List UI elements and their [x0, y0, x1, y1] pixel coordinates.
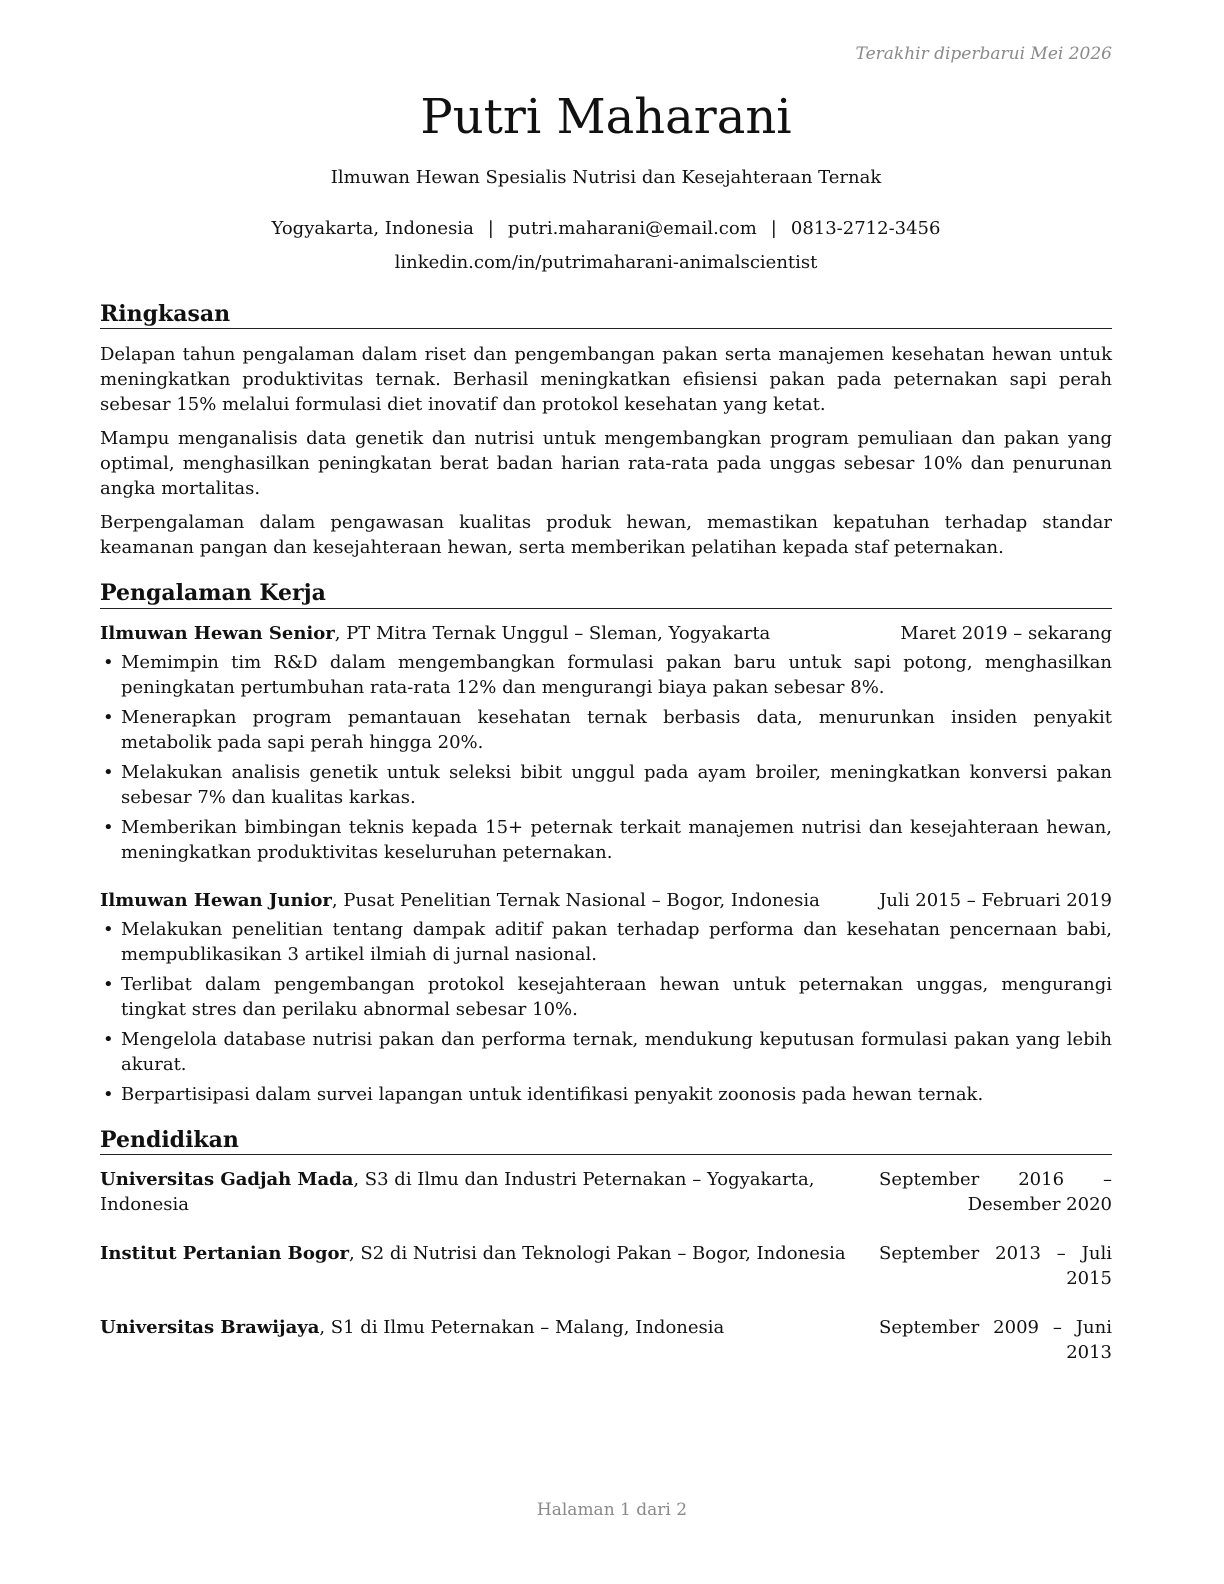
contact-location: Yogyakarta, Indonesia: [271, 218, 474, 240]
contact-separator: |: [487, 218, 494, 240]
contact-phone: 0813-2712-3456: [790, 218, 941, 240]
experience-section: [100, 580, 1112, 1106]
education-degree: , S1 di Ilmu Peternakan – Malang, Indonesia: [319, 1317, 725, 1339]
list-item: • Terlibat dalam pengembangan protokol kesejahteraan hewan untuk peternakan unggas, mengurangi tingkat stres dan perilaku abnormal sebesar 10%.: [100, 972, 1112, 1022]
list-item: • Mengelola database nutrisi pakan dan performa ternak, mendukung keputusan formulasi pakan yang lebih akurat.: [100, 1027, 1112, 1077]
education-entry: [100, 1167, 1112, 1217]
contact-line: [100, 219, 1112, 240]
contact-separator: |: [770, 218, 777, 240]
job-title-org: [100, 888, 820, 913]
candidate-name: Putri Maharani: [420, 89, 792, 145]
education-entry: [100, 1241, 1112, 1291]
job-role: Ilmuwan Hewan Junior: [100, 889, 332, 911]
page-footer: Halaman 1 dari 2: [536, 1500, 688, 1520]
job-dates: Juli 2015 – Februari 2019: [879, 889, 1112, 911]
experience-heading: Pengalaman Kerja: [100, 580, 1112, 608]
education-list: [100, 1167, 1112, 1365]
education-school: Universitas Gadjah Mada: [100, 1169, 354, 1191]
summary-section: [100, 301, 1112, 560]
education-dates: September 2009 – Juni 2013: [879, 1317, 1112, 1364]
resume-page: [100, 40, 1112, 1389]
list-item: • Melakukan analisis genetik untuk seleksi bibit unggul pada ayam broiler, meningkatkan konversi pakan sebesar 7% dan kualitas karkas.: [100, 760, 1112, 810]
last-updated-note: Terakhir diperbarui Mei 2026: [855, 44, 1112, 64]
education-degree: , S3 di Ilmu dan Industri Peternakan – Yogyakarta, Indonesia: [100, 1169, 815, 1216]
candidate-headline: Ilmuwan Hewan Spesialis Nutrisi dan Kesejahteraan Ternak: [330, 167, 882, 189]
summary-paragraph: Mampu menganalisis data genetik dan nutrisi untuk mengembangkan program pemuliaan dan pakan yang optimal, menghasilkan peningkatan berat badan harian rata-rata pada unggas sebesar 10% dan penurunan angka mortalitas.: [100, 428, 1112, 500]
job-organization: , PT Mitra Ternak Unggul – Sleman, Yogyakarta: [334, 622, 771, 644]
summary-paragraph: Delapan tahun pengalaman dalam riset dan pengembangan pakan serta manajemen kesehatan hewan untuk meningkatkan produktivitas ternak. Berhasil meningkatkan efisiensi pakan pada peternakan sapi perah sebesar 15% melalui formulasi diet inovatif dan protokol kesehatan yang ketat.: [100, 344, 1112, 416]
summary-paragraph: Berpengalaman dalam pengawasan kualitas produk hewan, memastikan kepatuhan terhadap standar keamanan pangan dan kesejahteraan hewan, serta memberikan pelatihan kepada staf peternakan.: [100, 512, 1112, 559]
education-heading: Pendidikan: [100, 1127, 1112, 1155]
job-header: [100, 888, 1112, 913]
education-school: Institut Pertanian Bogor: [100, 1243, 349, 1265]
list-item: • Melakukan penelitian tentang dampak aditif pakan terhadap performa dan kesehatan pencernaan babi, mempublikasikan 3 artikel ilmiah di jurnal nasional.: [100, 917, 1112, 967]
list-item: • Menerapkan program pemantauan kesehatan ternak berbasis data, menurunkan insiden penyakit metabolik pada sapi perah hingga 20%.: [100, 705, 1112, 755]
summary-heading: Ringkasan: [100, 301, 1112, 329]
education-section: [100, 1127, 1112, 1365]
job-organization: , Pusat Penelitian Ternak Nasional – Bogor, Indonesia: [331, 889, 820, 911]
list-item: • Memberikan bimbingan teknis kepada 15+ peternak terkait manajemen nutrisi dan kesejahteraan hewan, meningkatkan produktivitas keseluruhan peternakan.: [100, 815, 1112, 865]
education-school-degree: [100, 1241, 846, 1291]
job-role: Ilmuwan Hewan Senior: [100, 622, 335, 644]
job-entry: [100, 621, 1112, 865]
contact-email[interactable]: putri.maharani@email.com: [507, 218, 757, 240]
education-dates: September 2016 – Desember 2020: [879, 1169, 1112, 1216]
list-item: • Berpartisipasi dalam survei lapangan untuk identifikasi penyakit zoonosis pada hewan ternak.: [100, 1082, 1112, 1107]
education-degree: , S2 di Nutrisi dan Teknologi Pakan – Bogor, Indonesia: [348, 1243, 846, 1265]
education-school-degree: [100, 1167, 879, 1217]
education-school: Universitas Brawijaya: [100, 1317, 320, 1339]
education-entry: [100, 1315, 1112, 1365]
education-dates: September 2013 – Juli 2015: [879, 1243, 1112, 1290]
job-header: [100, 621, 1112, 646]
job-dates: Maret 2019 – sekarang: [900, 622, 1112, 644]
list-item: • Memimpin tim R&D dalam mengembangkan formulasi pakan baru untuk sapi potong, menghasilkan peningkatan pertumbuhan rata-rata 12% dan mengurangi biaya pakan sebesar 8%.: [100, 650, 1112, 700]
job-achievements: [100, 650, 1112, 865]
job-entry: [100, 888, 1112, 1107]
job-title-org: [100, 621, 770, 646]
job-achievements: [100, 917, 1112, 1107]
resume-header: [100, 40, 1112, 273]
linkedin-link[interactable]: linkedin.com/in/putrimaharani-animalscientist: [394, 251, 818, 273]
education-school-degree: [100, 1315, 724, 1365]
